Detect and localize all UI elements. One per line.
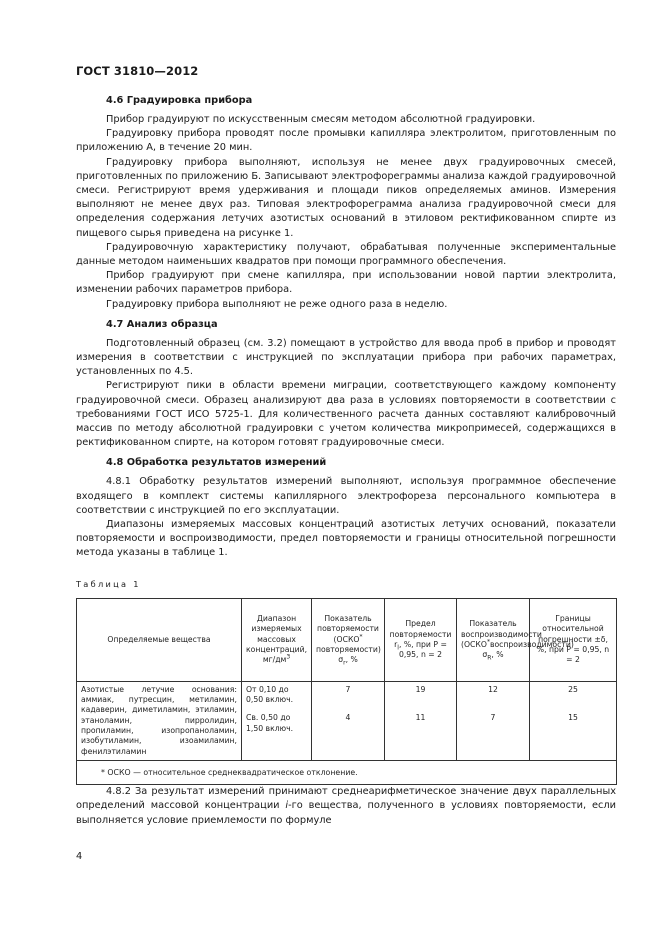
value: 19 bbox=[415, 684, 426, 694]
value: 7 bbox=[490, 713, 496, 723]
cell-error-bounds bbox=[530, 681, 617, 760]
table-caption: Таблица 1 bbox=[76, 578, 141, 589]
value: 25 bbox=[568, 684, 578, 694]
table-header-row bbox=[77, 598, 617, 681]
range-value: От 0,10 до 0,50 включ. bbox=[246, 684, 294, 705]
value: 4 bbox=[345, 713, 351, 723]
value: 15 bbox=[568, 713, 578, 723]
header-substances: Определяемые вещества bbox=[77, 598, 242, 681]
paragraph: 4.8.1 Обработку результатов измерений выполняют, используя программное обеспечение входящего в комплект системы капиллярного электрофореза персонального компьютера в соответствии с инструкцией по его эксплуатации. bbox=[76, 476, 616, 516]
paragraph: Градуировку прибора выполняют, используя не менее двух градуировочных смесей, приготовленных по приложению Б. Записывают электрофореграммы анализа каждой градуировочной смеси. Регистрируют время удерживания и площади пиков определяемых аминов. Измерения выполняют не менее двух раз. Типовая электрофореграмма анализа градуировочной смеси для определения содержания летучих азотистых оснований в этиловом ректификованном спирте из пищевого сырья приведена на рисунке 1. bbox=[76, 156, 616, 239]
header-range: Диапазон измеряемых массовых концентраций, $мг/дм^3$ bbox=[242, 598, 312, 681]
header-repeatability: Показатель повторяемости (ОСКО* повторяемости) $\sigma_r$, % bbox=[312, 598, 385, 681]
table-1 bbox=[76, 598, 617, 785]
section-4-8-title: 4.8 Обработка результатов измерений bbox=[106, 457, 327, 469]
table-footnote-row bbox=[77, 760, 617, 784]
section-4-6-title: 4.6 Градуировка прибора bbox=[106, 95, 253, 106]
value: 12 bbox=[488, 684, 498, 694]
paragraph: Градуировку прибора выполняют не реже одного раза в неделю. bbox=[106, 298, 448, 310]
range-value: Св. 0,50 до 1,50 включ. bbox=[246, 713, 294, 733]
cell-reproducibility bbox=[457, 681, 530, 760]
paragraph-4-8-2: 4.8.2 За результат измерений принимают среднеарифметическое значение двух параллельных определений массовой концентрации i-го вещества, полученного в условиях повторяемости, если выполняется условие приемлемости по формуле bbox=[76, 786, 617, 826]
header-reproducibility: Показатель воспроизводимости (ОСКО*воспроизводимости) $\sigma_R$, % bbox=[457, 598, 530, 681]
header-error-bounds: Границы относительной погрешности ±δ, %, при P = 0,95, n = 2 bbox=[530, 598, 617, 681]
cell-repeatability bbox=[312, 681, 385, 760]
cell-repeat-limit bbox=[385, 681, 457, 760]
document-header: ГОСТ 31810—2012 bbox=[76, 64, 199, 78]
paragraph: Прибор градуируют по искусственным смесям методом абсолютной градуировки. bbox=[106, 114, 536, 125]
header-repeat-limit: Предел повторяемости $r_l$, %, при P = 0,95, n = 2 bbox=[385, 598, 457, 681]
page-content bbox=[76, 94, 616, 828]
page-number: 4 bbox=[76, 851, 83, 862]
paragraph: Диапазоны измеряемых массовых концентраций азотистых летучих оснований, показатели повторяемости и воспроизводимости, предел повторяемости и границы относительной погрешности метода указаны в таблице 1. bbox=[76, 519, 616, 559]
value: 7 bbox=[345, 684, 351, 694]
paragraph: Прибор градуируют при смене капилляра, при использовании новой партии электролита, изменении рабочих параметров прибора. bbox=[76, 270, 616, 296]
value: 11 bbox=[415, 713, 426, 723]
table-row bbox=[77, 681, 617, 760]
paragraph: Регистрируют пики в области времени миграции, соответствующего каждому компоненту градуировочной смеси. Образец анализируют два раза в условиях повторяемости в соответствии с требованиями ГОСТ ИСО 5725-1. Для количественного расчета данных составляют калибровочный массив по методу абсолютной градуировки с учетом количества микропримесей, содержащихся в ректификованном спирте, на котором готовят градуировочные смеси. bbox=[76, 380, 616, 449]
paragraph: Подготовленный образец (см. 3.2) помещают в устройство для ввода проб в прибор и проводят измерения в соответствии с инструкцией по эксплуатации прибора при рабочих параметрах, установленных по 4.5. bbox=[76, 337, 616, 378]
paragraph: Градуировочную характеристику получают, обрабатывая полученные экспериментальные данные методом наименьших квадратов при помощи программного обеспечения. bbox=[76, 241, 616, 268]
table-footnote: * ОСКО — относительное среднеквадратическое отклонение. bbox=[77, 760, 617, 784]
cell-substances: Азотистые летучие основания: аммиак, путресцин, метиламин, кадаверин, диметиламин, этиламин, этаноламин, пирролидин, пропиламин, изопропаноламин, изобутиламин, изоамиламин, фенилэтиламин bbox=[77, 681, 242, 760]
section-4-7-title: 4.7 Анализ образца bbox=[106, 318, 218, 330]
cell-range bbox=[242, 681, 312, 760]
paragraph: Градуировку прибора проводят после промывки капилляра электролитом, приготовленным по приложению А, в течение 20 мин. bbox=[76, 128, 616, 154]
